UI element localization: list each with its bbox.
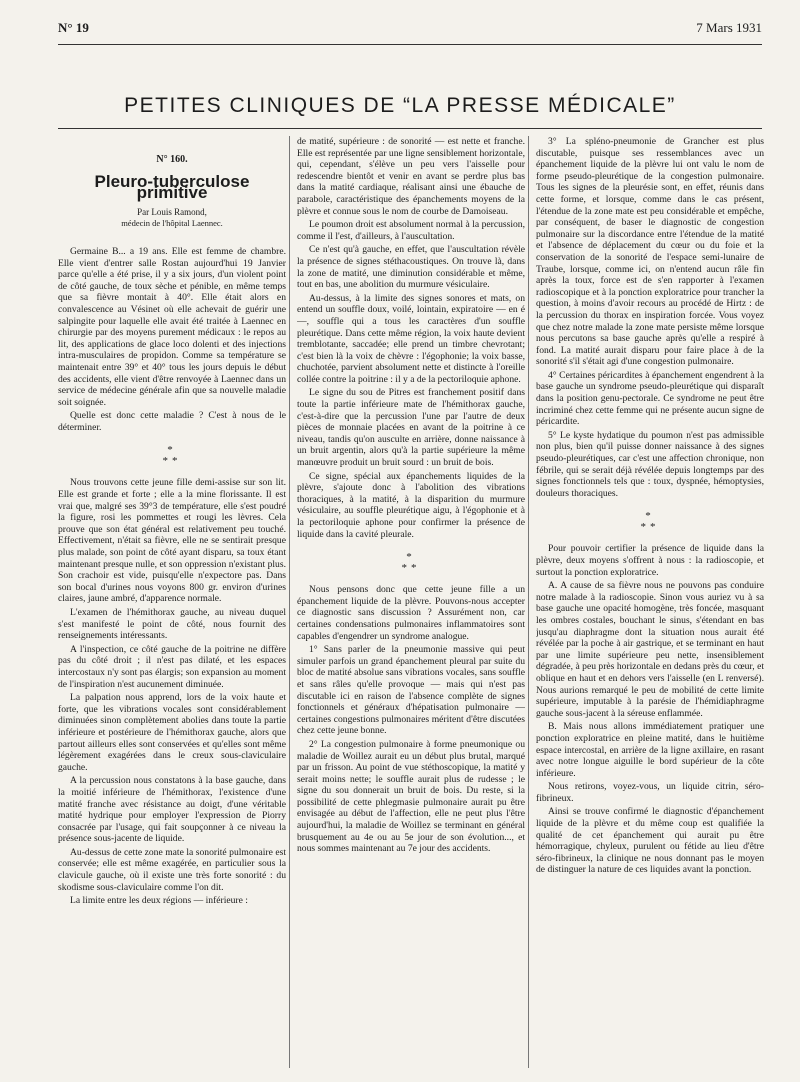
paragraph: Au-dessus de cette zone mate la sonorité pulmonaire est conservée; elle est même exagérée, en particulier sous la clavicule gauche, où il existe une très forte sonorité : du skodisme sous-claviculaire comme l'on dit. [58, 846, 286, 893]
paragraph: Nous pensons donc que cette jeune fille a un épanchement liquide de la plèvre. Pouvons-nous accepter ce diagnostic sans discussion ? Assurément non, car certaines condensations pulmonaires inflammatoires sont capables d'engendrer un syndrome analogue. [297, 584, 525, 642]
section-ornament: * ** [640, 510, 660, 534]
paragraph: Le signe du sou de Pitres est franchement positif dans toute la partie inférieure mate de l'hémithorax gauche, c'est-à-dire que la percussion l'une par l'autre de deux pièces de monnaie placées en avant de la poitrine à ce niveau, tandis qu'on ausculte en arrière, donne naissance à un bruit argentin, alors qu'à la partie supérieure la même manœuvre produit un bruit sourd : un bruit de bois. [297, 387, 525, 469]
paragraph: 1° Sans parler de la pneumonie massive qui peut simuler parfois un grand épanchement pleural par suite du bloc de matité absolue sans vibrations vocales, sans souffle et sans râles qu'elle provoque — mais qui n'est pas discutable ici en raison de l'absence complète de signes fonctionnels et généraux d'hépatisation pulmonaire — certaines congestions pulmonaires méritent d'être discutées chez cette jeune bonne. [297, 644, 525, 737]
paragraph: 2° La congestion pulmonaire à forme pneumonique ou maladie de Woillez aurait eu un début plus brutal, marqué par un frisson. Au point de vue stéthoscopique, la matité y serait moins nette; le souffle aurait plus de rudesse ; le signe du sou donnerait un bruit de bois. Du reste, si la possibilité de cette phlegmasie pulmonaire aurait pu être envisagée au début de l'affection, elle ne peut plus l'être aujourd'hui, la maladie de Woillez se terminant en général brusquement au 4e ou au 5e jour de son évolution..., et nous sommes maintenant au 7e jour des accidents. [297, 738, 525, 855]
paragraph: Nous retirons, voyez-vous, un liquide citrin, séro-fibrineux. [536, 781, 764, 804]
column-divider [289, 136, 290, 1068]
paragraph: 4° Certaines péricardites à épanchement engendrent à la base gauche un syndrome pseudo-pleurétique qui disparaît dans la position genu-pectorale. Ce syndrome ne peut être incriminé chez cette femme qui ne présente aucun signe de péricardite. [536, 369, 764, 428]
column-divider [528, 136, 529, 1068]
paragraph: L'examen de l'hémithorax gauche, au niveau duquel s'est manifesté le point de côté, nous fournit des renseignements intéressants. [58, 607, 286, 642]
paragraph: Germaine B... a 19 ans. Elle est femme de chambre. Elle vient d'entrer salle Rostan aujourd'hui 19 Janvier parce qu'elle a été prise, il y a six jours, d'un violent point de côté gauche, de toux sèche et pénible, en même temps que sa fièvre montait à 40°. Elle était alors en convalescence au Vésinet où elle achevait de guérir une salpingite pour laquelle elle avait été traitée à Laennec en chirurgie par des moyens purement médicaux : le repos au lit, des applications de glace loco dolenti et des injections intra-musculaires de propidon. Comme sa température se maintenait entre 39° et 40° tous les jours depuis le début des accidents, elle vient d'être renvoyée à Laennec dans un service de médecine générale afin que sa nouvelle maladie soit soignée. [58, 245, 286, 408]
paragraph: 5° Le kyste hydatique du poumon n'est pas admissible non plus, bien qu'il puisse donner naissance à des signes pseudo-pleurétiques, car c'est une affection chronique, non fébrile, qui se serait déjà révélée depuis longtemps par des signes fonctionnels tels que : toux, dyspnée, hémoptysies, douleurs thoraciques. [536, 429, 764, 499]
article-number: N° 160. [156, 154, 188, 165]
text-column-3 [536, 136, 764, 1068]
paragraph: La limite entre les deux régions — inférieure : [70, 895, 248, 907]
section-ornament: * ** [162, 444, 182, 468]
paragraph: Ce n'est qu'à gauche, en effet, que l'auscultation révèle la présence de signes stéthacoustiques. On trouve là, dans la zone de matité, une diminution considérable et même, tout en bas, une abolition du murmure vésiculaire. [297, 244, 525, 291]
paragraph: Ce signe, spécial aux épanchements liquides de la plèvre, s'ajoute donc à l'abolition des vibrations thoraciques, à la matité, à la disparition du murmure vésiculaire, au souffle pleurétique aigu, à l'égophonie et à la pectoriloquie aphone pour confirmer la présence de liquide dans la cavité pleurale. [297, 470, 525, 540]
paragraph: Pour pouvoir certifier la présence de liquide dans la plèvre, deux moyens s'offrent à nous : la radioscopie, et surtout la ponction exploratrice. [536, 543, 764, 578]
article-heading: Pleuro-tuberculose primitive [94, 171, 250, 203]
article-affiliation: médecin de l'hôpital Laennec. [121, 218, 223, 229]
header-rule-bottom [58, 128, 762, 129]
paragraph: Quelle est donc cette maladie ? C'est à nous de le déterminer. [58, 410, 286, 433]
paragraph: La palpation nous apprend, lors de la voix haute et forte, que les vibrations vocales sont considérablement diminuées sinon complètement abolies dans toute la partie inférieure et postérieure de l'hémithorax gauche, alors que partout ailleurs elles sont conservées et qu'elles sont même légèrement exagérées dans le creux sous-claviculaire gauche. [58, 692, 286, 773]
text-column-1 [58, 136, 286, 1068]
section-ornament: * ** [401, 551, 421, 575]
paragraph: Au-dessus, à la limite des signes sonores et mats, on entend un souffle doux, voilé, lointain, expiratoire — en é —, souffle qui a tous les caractères d'un souffle pleurétique. Dans cette même région, la voix haute devient tremblotante, saccadée; elle prend un timbre chevrotant; c'est bien là la voix de chèvre : l'égophonie; la voix basse, chuchotée, parvient absolument nette et distincte à l'oreille collée contre la poitrine : il y a de la pectoriloquie aphone. [297, 292, 525, 385]
article-author: Par Louis Ramond, [137, 206, 207, 217]
paragraph: Le poumon droit est absolument normal à la percussion, comme il l'est, d'ailleurs, à l'auscultation. [297, 219, 525, 242]
text-column-2 [297, 136, 525, 1068]
issue-number: N° 19 [58, 20, 89, 35]
header-rule-top [58, 44, 762, 45]
paragraph: A la percussion nous constatons à la base gauche, dans la moitié inférieure de l'hémithorax, l'existence d'une matité franche avec résistance au doigt, d'une véritable matité hydrique pour employer l'expression de Piorry consacrée par l'usage, qui fait soupçonner à ce niveau la présence sous-jacente de liquide. [58, 775, 286, 845]
paragraph: A l'inspection, ce côté gauche de la poitrine ne diffère pas du côté droit ; il n'est pas dilaté, et les espaces intercostaux n'y sont pas élargis; son expansion au moment de l'inspiration n'est aucunement diminuée. [58, 643, 286, 690]
paragraph: 3° La spléno-pneumonie de Grancher est plus discutable, puisque ses ressemblances avec un épanchement liquide de la plèvre lui ont valu le nom de forme pseudo-pleurétique de la congestion pulmonaire. Tous les signes de la pleurésie sont, en effet, réunis dans cette forme, et lorsque, comme dans le cas présent, l'étendue de la zone mate est peu considérable et empêche, par conséquent, de baser le diagnostic de congestion pulmonaire sur la discordance entre l'étendue de la matité et l'absence de déplacement du cœur ou du foie et la conservation de la sonorité de l'espace semi-lunaire de Traube, lorsque, comme ici, on n'entend aucun râle fin après la toux, force est de s'en rapporter à l'examen radioscopique et à la ponction exploratrice pour trancher la question, à moins d'avoir recours au procédé de Hirtz : de la percussion du thorax en inspiration forcée. Vous voyez que chez notre malade la zone mate persiste même lorsque nous percutons sa base gauche après qu'elle a respiré à fond. La matité aurait disparu pour faire place à de la sonorité s'il s'était agi d'une congestion pulmonaire. [536, 136, 764, 368]
paragraph: Nous trouvons cette jeune fille demi-assise sur son lit. Elle est grande et forte ; elle a la mine florissante. Il est vrai que, malgré ses 39°3 de température, elle s'est poudré la figure, rosi les pommettes et rougi les lèvres. Cela prouve que son état général est relativement peu touché. Effectivement, n'était sa fièvre, elle ne se sentirait presque plus malade, son point de côté ayant disparu, sa toux étant maintenant presque nulle, et son oppression n'existant plus. Son crachoir est vide, puisqu'elle n'expectore pas. Dans son bocal d'urines nous voyons 800 gr. environ d'urines claires, jaune ambré, d'apparence normale. [58, 477, 286, 605]
paragraph: de matité, supérieure : de sonorité — est nette et franche. Elle est représentée par une ligne sensiblement horizontale, qui, cependant, s'élève un peu vers l'aisselle pour redescendre bientôt et venir en avant se perdre plus bas dans la matité cardiaque, réalisant ainsi une ébauche de parabole, caractéristique des épanchements moyens de la plèvre et connue sous le nom de courbe de Damoiseau. [297, 136, 525, 217]
paragraph: B. Mais nous allons immédiatement pratiquer une ponction exploratrice en pleine matité, dans le huitième espace intercostal, en arrière de la ligne axillaire, en rasant avec notre longue aiguille le bord supérieur de la côte inférieure. [536, 721, 764, 779]
running-header [58, 20, 762, 42]
page-title: PETITES CLINIQUES DE “LA PRESSE MÉDICALE” [124, 94, 676, 117]
paragraph: Ainsi se trouve confirmé le diagnostic d'épanchement liquide de la plèvre et du même coup est qualifiée la qualité de cet épanchement qui aurait pu être hémorragique, chyleux, purulent ou fétide au lieu d'être séro-fibrineux, la clinique ne nous donnant pas le moyen de distinguer la nature de ces liquides avant la ponction. [536, 806, 764, 876]
paragraph: A. A cause de sa fièvre nous ne pouvons pas conduire notre malade à la radioscopie. Sinon vous auriez vu à sa base gauche une opacité homogène, très foncée, masquant les ombres costales, bouchant le sinus, s'étendant en bas jusqu'au diaphragme dont la situation nous aurait été révélée par la poche à air gastrique, et se terminant en haut par une limite supérieure peu nette, insensiblement dégradée, à peu près horizontale en dedans près du cœur, et oblique en haut et en dehors vers l'aisselle (en L renversé). Nous aurions remarqué le peu de mobilité de cette limite supérieure, imputable à la parésie de l'hémidiaphragme gauche sous-jacent à la séreuse enflammée. [536, 580, 764, 719]
issue-date: 7 Mars 1931 [696, 20, 762, 35]
